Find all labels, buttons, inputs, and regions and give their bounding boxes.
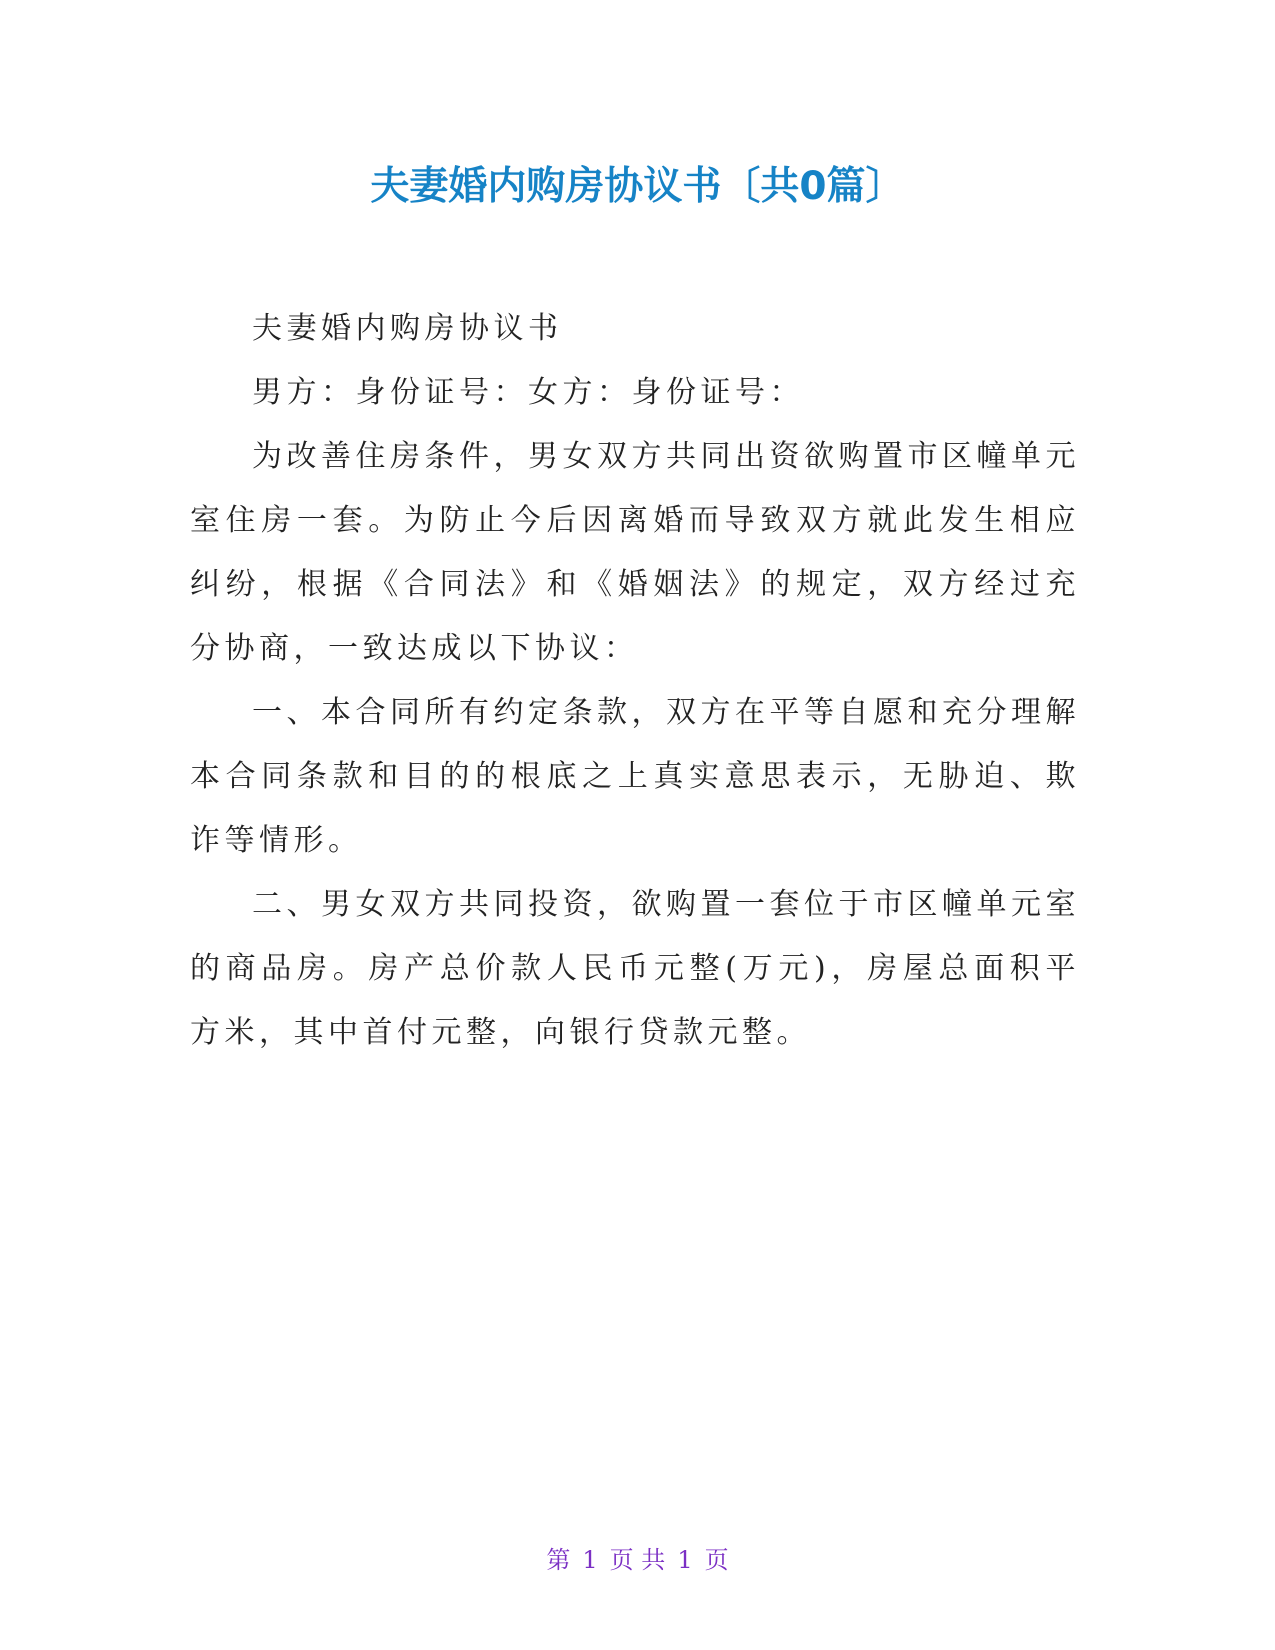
paragraph-clause-1: 一、本合同所有约定条款，双方在平等自愿和充分理解本合同条款和目的的根底之上真实意思表示，无胁迫、欺诈等情形。 xyxy=(190,695,1080,858)
footer-prefix: 第 xyxy=(546,1546,571,1574)
page-footer xyxy=(0,1545,1275,1575)
footer-suffix: 页 xyxy=(704,1546,729,1574)
document-title: 夫妻婚内购房协议书〔共0篇〕 xyxy=(370,164,905,209)
paragraph-clause-2: 二、男女双方共同投资，欲购置一套位于市区幢单元室的商品房。房产总价款人民币元整(万元)，房屋总面积平方米，其中首付元整，向银行贷款元整。 xyxy=(190,887,1080,1050)
footer-mid: 页 共 xyxy=(609,1546,666,1574)
footer-total-pages: 1 xyxy=(677,1546,693,1574)
footer-current-page: 1 xyxy=(582,1546,598,1574)
paragraph-preamble: 为改善住房条件，男女双方共同出资欲购置市区幢单元室住房一套。为防止今后因离婚而导致双方就此发生相应纠纷，根据《合同法》和《婚姻法》的规定，双方经过充分协商，一致达成以下协议： xyxy=(190,439,1080,666)
document-body xyxy=(190,297,1080,1065)
paragraph-heading: 夫妻婚内购房协议书 xyxy=(252,311,563,346)
paragraph-parties: 男方：身份证号：女方：身份证号： xyxy=(252,375,804,410)
